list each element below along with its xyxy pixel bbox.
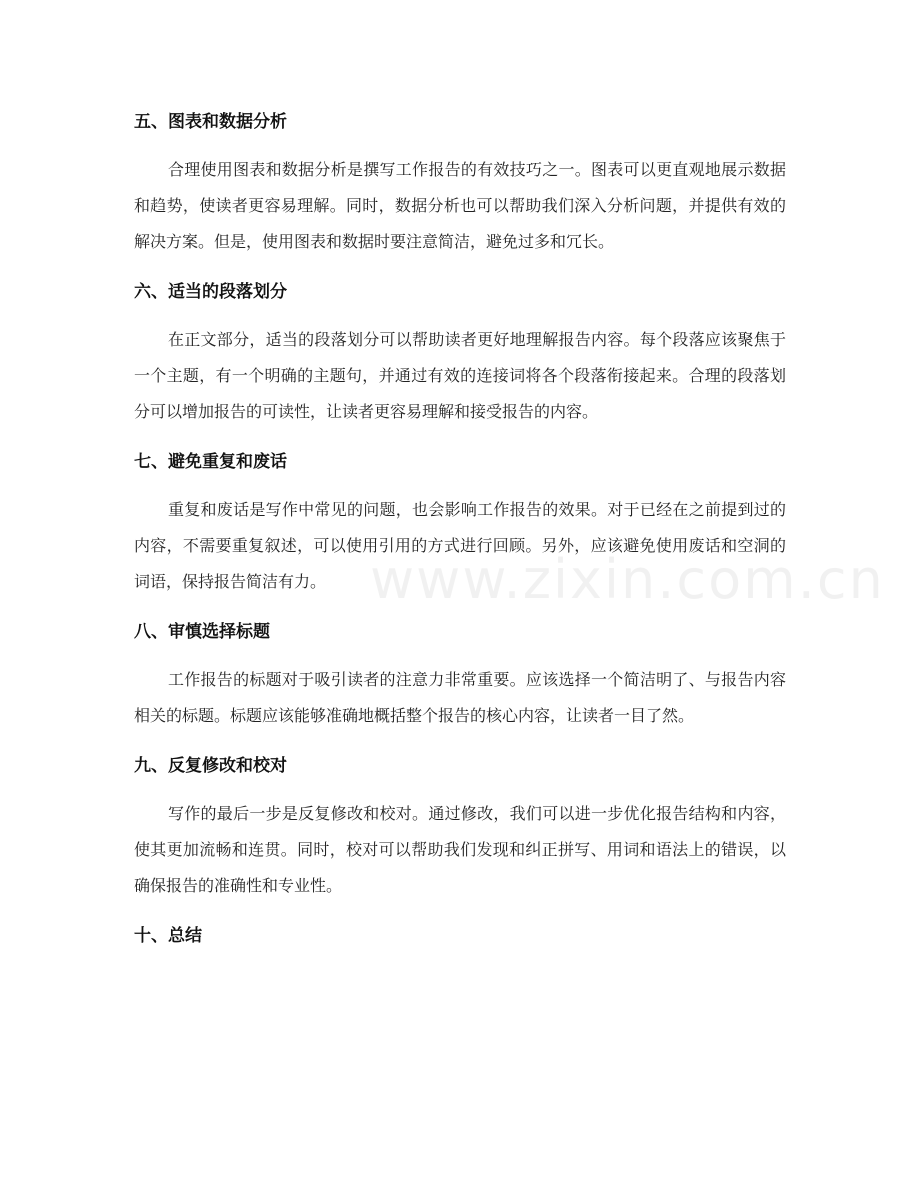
section-paragraph: 在正文部分，适当的段落划分可以帮助读者更好地理解报告内容。每个段落应该聚焦于一个主题，有一个明确的主题句，并通过有效的连接词将各个段落衔接起来。合理的段落划分可以增加报告的可读性，让读者更容易理解和接受报告的内容。 xyxy=(134,330,786,421)
section-9 xyxy=(134,748,786,904)
section-7 xyxy=(134,444,786,600)
section-heading: 五、图表和数据分析 xyxy=(134,112,287,132)
section-5 xyxy=(134,104,786,260)
section-10 xyxy=(134,918,786,954)
section-8 xyxy=(134,614,786,734)
section-6 xyxy=(134,274,786,430)
section-paragraph: 重复和废话是写作中常见的问题，也会影响工作报告的效果。对于已经在之前提到过的内容，不需要重复叙述，可以使用引用的方式进行回顾。另外，应该避免使用废话和空洞的词语，保持报告简洁有力。 xyxy=(134,500,786,591)
section-heading: 六、适当的段落划分 xyxy=(134,282,287,302)
watermark: www.zixin.com.cn xyxy=(370,548,885,611)
section-heading: 九、反复修改和校对 xyxy=(134,756,287,776)
section-paragraph: 工作报告的标题对于吸引读者的注意力非常重要。应该选择一个简洁明了、与报告内容相关的标题。标题应该能够准确地概括整个报告的核心内容，让读者一目了然。 xyxy=(134,670,786,725)
section-heading: 八、审慎选择标题 xyxy=(134,622,270,642)
document-content xyxy=(134,104,786,966)
section-paragraph: 写作的最后一步是反复修改和校对。通过修改，我们可以进一步优化报告结构和内容，使其更加流畅和连贯。同时，校对可以帮助我们发现和纠正拼写、用词和语法上的错误，以确保报告的准确性和专业性。 xyxy=(134,804,786,895)
section-paragraph: 合理使用图表和数据分析是撰写工作报告的有效技巧之一。图表可以更直观地展示数据和趋势，使读者更容易理解。同时，数据分析也可以帮助我们深入分析问题，并提供有效的解决方案。但是，使用图表和数据时要注意简洁，避免过多和冗长。 xyxy=(134,160,786,251)
section-heading: 七、避免重复和废话 xyxy=(134,452,287,472)
section-heading: 十、总结 xyxy=(134,926,202,946)
